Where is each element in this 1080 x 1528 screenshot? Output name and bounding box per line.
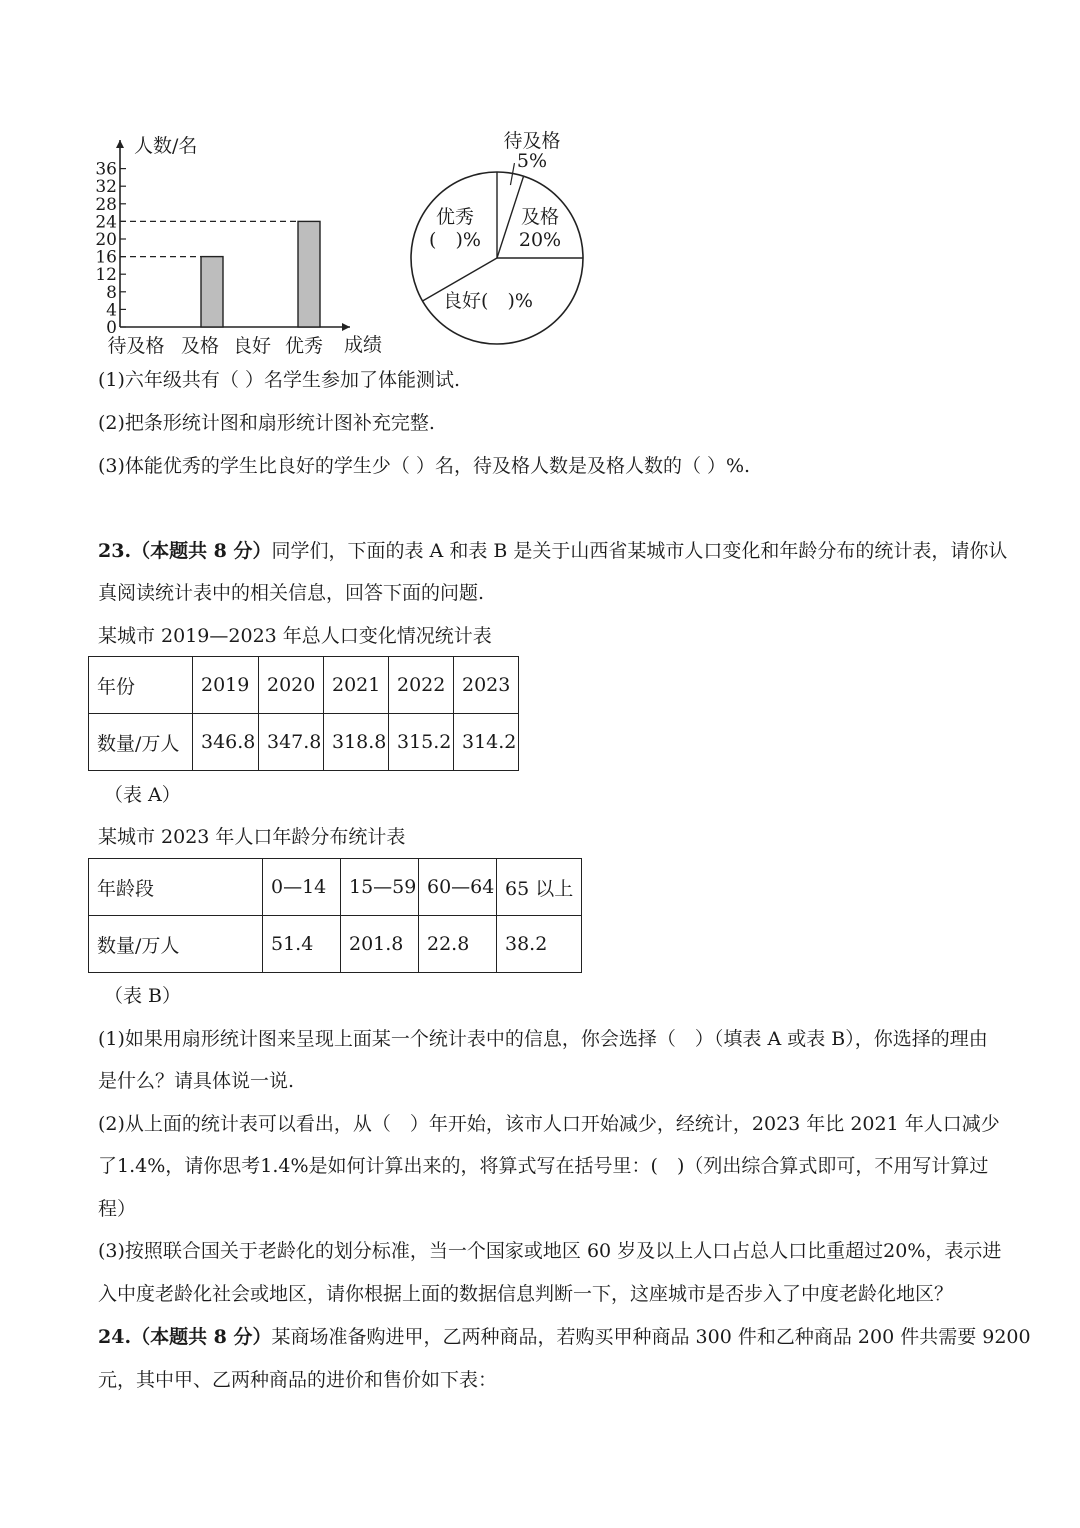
bar-chart-y-tick-label: 36 [95, 159, 117, 180]
bar-chart-y-arrow [116, 140, 124, 148]
q22-question-3: (3)体能优秀的学生比良好的学生少（ ）名，待及格人数是及格人数的（ ）%. [98, 455, 751, 477]
pie-chart-slice-label: 优秀 [435, 206, 475, 228]
table-cell: 2019 [193, 657, 259, 714]
q23-intro-line1 [98, 538, 1007, 564]
bar-chart-y-tick-label: 12 [95, 265, 117, 286]
table-b-header-row [89, 859, 582, 916]
pie-chart-slice-label: 良好( )% [443, 290, 533, 312]
table-cell: 347.8 [259, 714, 324, 771]
bar-chart-x-tick-label: 待及格 [107, 335, 165, 357]
q24-line2: 元，其中甲、乙两种商品的进价和售价如下表： [98, 1369, 498, 1391]
table-b [88, 858, 582, 973]
table-cell: 38.2 [497, 916, 582, 973]
q23-question-1-line2: 是什么？请具体说一说. [98, 1070, 295, 1092]
q23-question-1-line1: (1)如果用扇形统计图来呈现上面某一个统计表中的信息，你会选择（ ）（填表 A 或表 B），你选择的理由 [98, 1028, 988, 1050]
table-cell: 数量/万人 [89, 916, 263, 973]
pie-chart-slice-value: ( )% [429, 229, 481, 251]
table-b-caption: （表 B） [104, 985, 182, 1007]
bar-chart-xlabel: 成绩 [344, 334, 383, 356]
table-a-caption: （表 A） [104, 784, 181, 806]
table-cell: 2023 [454, 657, 519, 714]
pie-chart-slice-value: 5% [516, 150, 548, 172]
bar-chart-bar [201, 257, 223, 327]
bar-chart-y-tick-label: 8 [106, 282, 117, 303]
table-cell: 60—64 [419, 859, 497, 916]
pie-chart-slice-label: 及格 [520, 206, 560, 228]
bar-chart-x-arrow [342, 323, 350, 331]
bar-chart-y-tick-label: 16 [95, 247, 117, 268]
bar-chart-x-tick-label: 良好 [232, 335, 272, 357]
table-cell: 年份 [89, 657, 193, 714]
q24-line1 [98, 1324, 1031, 1350]
table-cell: 318.8 [324, 714, 389, 771]
table-cell: 346.8 [193, 714, 259, 771]
table-b-data-row [89, 916, 582, 973]
q23-number: 23. [98, 540, 132, 562]
bar-chart-y-tick-label: 32 [95, 177, 117, 198]
table-b-title: 某城市 2023 年人口年龄分布统计表 [98, 826, 406, 848]
bar-chart-y-tick-label: 28 [95, 194, 117, 215]
pie-chart-slice-value: 20% [518, 229, 562, 251]
bar-chart-y-tick-label: 0 [106, 318, 117, 338]
table-cell: 数量/万人 [89, 714, 193, 771]
pie-chart [400, 120, 600, 370]
table-cell: 15—59 [341, 859, 419, 916]
bar-chart-y-tick-label: 20 [95, 230, 117, 250]
bar-chart-y-tick-label: 4 [106, 300, 117, 321]
table-cell: 2020 [259, 657, 324, 714]
table-a-data-row [89, 714, 519, 771]
bar-chart-x-tick-label: 及格 [180, 335, 220, 357]
q23-intro-text: 同学们，下面的表 A 和表 B 是关于山西省某城市人口变化和年龄分布的统计表，请你认 [271, 540, 1008, 562]
q23-score: （本题共 8 分） [131, 540, 272, 562]
bar-chart-x-tick-label: 优秀 [284, 335, 324, 357]
table-cell: 315.2 [389, 714, 454, 771]
q23-question-2-line3: 程） [98, 1198, 137, 1220]
q23-intro-line2: 真阅读统计表中的相关信息，回答下面的问题. [98, 582, 485, 604]
q24-score: （本题共 8 分） [131, 1326, 272, 1348]
table-cell: 2022 [389, 657, 454, 714]
table-cell: 51.4 [263, 916, 341, 973]
bar-chart-ylabel: 人数/名 [134, 135, 198, 157]
table-cell: 65 以上 [497, 859, 582, 916]
q23-question-3-line2: 入中度老龄化社会或地区，请你根据上面的数据信息判断一下，这座城市是否步入了中度老龄化地区？ [98, 1283, 954, 1305]
table-cell: 201.8 [341, 916, 419, 973]
table-cell: 314.2 [454, 714, 519, 771]
table-cell: 2021 [324, 657, 389, 714]
table-a [88, 656, 519, 771]
table-a-title: 某城市 2019—2023 年总人口变化情况统计表 [98, 625, 492, 647]
bar-chart [90, 120, 410, 365]
bar-chart-bar [298, 221, 320, 327]
q23-question-2-line2: 了1.4%，请你思考1.4%是如何计算出来的，将算式写在括号里：( )（列出综合算式即可，不用写计算过 [98, 1155, 989, 1177]
q23-question-3-line1: (3)按照联合国关于老龄化的划分标准，当一个国家或地区 60 岁及以上人口占总人口比重超过20%，表示进 [98, 1240, 1002, 1262]
q24-text: 某商场准备购进甲，乙两种商品，若购买甲种商品 300 件和乙种商品 200 件共需要 9200 [271, 1326, 1031, 1348]
q23-question-2-line1: (2)从上面的统计表可以看出，从（ ）年开始，该市人口开始减少，经统计，2023 年比 2021 年人口减少 [98, 1113, 1000, 1135]
table-a-header-row [89, 657, 519, 714]
table-cell: 0—14 [263, 859, 341, 916]
table-cell: 年龄段 [89, 859, 263, 916]
pie-chart-slice-label: 待及格 [503, 130, 561, 152]
q24-number: 24. [98, 1326, 132, 1348]
q22-question-2: (2)把条形统计图和扇形统计图补充完整. [98, 412, 435, 434]
q22-question-1: (1)六年级共有（ ）名学生参加了体能测试. [98, 369, 460, 391]
bar-chart-y-tick-label: 24 [95, 212, 117, 233]
table-cell: 22.8 [419, 916, 497, 973]
